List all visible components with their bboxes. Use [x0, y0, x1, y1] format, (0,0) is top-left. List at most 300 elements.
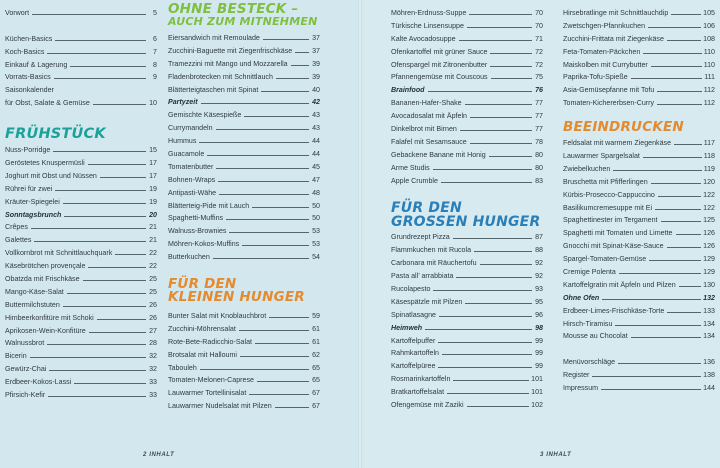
toc-entry-title: Ofenspargel mit Zitronenbutter [391, 60, 488, 69]
toc-list [5, 144, 157, 402]
toc-leader [269, 317, 309, 318]
toc-entry-page: 133 [703, 306, 715, 315]
toc-leader [428, 91, 533, 92]
toc-entry-title: Cremige Polenta [563, 268, 616, 277]
heading-text-line2: AUCH ZUM MITNEHMEN [168, 15, 318, 28]
toc-entry-page: 105 [703, 9, 715, 17]
toc-leader [643, 53, 701, 54]
toc-entry-title: Currymandeln [168, 124, 213, 133]
toc-entry [168, 212, 320, 225]
toc-entry-title: Gebackene Banane mit Honig [391, 150, 486, 159]
toc-leader [490, 66, 532, 67]
toc-entry [168, 148, 320, 161]
toc-entry-page: 110 [703, 60, 715, 69]
toc-entry-title: Rucolapesto [391, 285, 431, 294]
toc-entry [168, 400, 320, 413]
toc-entry [5, 260, 157, 273]
toc-entry-title: Flammkuchen mit Rucola [391, 246, 472, 255]
toc-leader [676, 234, 702, 235]
toc-entry-page: 26 [149, 300, 157, 309]
toc-leader [470, 143, 532, 144]
toc-entry-page: 53 [312, 227, 320, 236]
toc-entry-page: 42 [312, 98, 320, 107]
toc-entry-title: Rote-Bete-Radicchio-Salat [168, 337, 252, 346]
toc-leader [489, 156, 532, 157]
toc-leader [658, 196, 701, 197]
toc-entry [563, 7, 715, 20]
toc-entry-title: Brotsalat mit Halloumi [168, 350, 237, 359]
toc-entry-page: 28 [149, 339, 157, 348]
toc-entry-page: 27 [149, 326, 157, 335]
toc-entry [168, 387, 320, 400]
toc-entry-title: Möhren-Kokos-Muffins [168, 240, 240, 249]
toc-leader [651, 66, 702, 67]
toc-leader [291, 65, 309, 66]
toc-entry-page: 126 [703, 242, 715, 251]
toc-entry-title: Himbeerkonfitüre mit Schoki [5, 313, 94, 322]
toc-entry [391, 97, 543, 110]
toc-entry [168, 323, 320, 336]
toc-entry-page: 20 [149, 210, 157, 219]
toc-entry [168, 225, 320, 238]
toc-entry-title: Einkauf & Lagerung [5, 60, 68, 69]
toc-entry-title: Kürbis-Prosecco-Cappuccino [563, 190, 655, 199]
toc-leader [491, 78, 532, 79]
toc-list [391, 231, 543, 411]
toc-leader [618, 363, 701, 364]
heading-text: BEEINDRUCKEN [563, 119, 684, 136]
toc-leader [55, 40, 146, 41]
toc-entry-page: 26 [149, 313, 157, 322]
toc-entry-page: 32 [149, 352, 157, 361]
toc-leader [249, 394, 309, 395]
toc-entry-title: Kalte Avocadosuppe [391, 34, 456, 43]
toc-entry-page: 111 [704, 73, 715, 82]
toc-entry-page: 99 [535, 349, 543, 358]
toc-entry [168, 336, 320, 349]
toc-leader [602, 299, 701, 300]
toc-entry-title: Vollkornbrot mit Schnittlauchquark [5, 249, 113, 258]
toc-entry-title: Maiskolben mit Currybutter [563, 60, 648, 69]
toc-leader [467, 406, 530, 407]
toc-leader [447, 393, 529, 394]
toc-leader [465, 104, 532, 105]
toc-entry [391, 46, 543, 59]
toc-entry-title: Lauwarmer Nudelsalat mit Pilzen [168, 402, 272, 411]
toc-leader [480, 264, 532, 265]
toc-entry-title: Zucchini-Frittata mit Ziegenkäse [563, 34, 664, 43]
toc-entry [391, 309, 543, 322]
toc-entry-page: 50 [312, 214, 320, 223]
toc-entry-page: 21 [149, 236, 157, 245]
toc-entry [168, 58, 320, 71]
toc-entry-title: Bananen-Hafer-Shake [391, 99, 462, 108]
toc-entry-page: 5 [153, 9, 157, 17]
toc-entry-page: 44 [312, 137, 320, 146]
book-gutter [358, 0, 362, 468]
toc-entry [563, 97, 715, 110]
toc-leader [83, 280, 146, 281]
toc-entry [168, 251, 320, 264]
toc-leader [275, 407, 309, 408]
toc-entry-title: Guacamole [168, 150, 205, 159]
toc-entry [168, 122, 320, 135]
toc-entry [391, 123, 543, 136]
toc-entry-title: Register [563, 371, 590, 380]
toc-leader [74, 383, 146, 384]
toc-entry-page: 80 [535, 163, 543, 172]
toc-entry-title: Partyzeit [168, 98, 198, 107]
toc-entry-title: Lauwarmer Spargelsalat [563, 152, 640, 161]
section-heading-beeindrucken [563, 119, 715, 136]
toc-entry [168, 71, 320, 84]
toc-entry [391, 347, 543, 360]
toc-entry-page: 70 [535, 21, 543, 30]
section-heading-kleinen-hunger [168, 278, 320, 304]
heading-text-line1: OHNE BESTECK – [168, 1, 299, 17]
toc-entry-page: 10 [149, 99, 157, 108]
toc-entry-page: 144 [703, 384, 715, 393]
toc-leader [263, 39, 309, 40]
toc-entry-title: Käsebrötchen provençale [5, 262, 86, 271]
toc-entry [5, 209, 157, 222]
toc-entry-title: Tomatenbutter [168, 162, 214, 171]
toc-leader [200, 369, 309, 370]
toc-entry-page: 117 [703, 139, 715, 148]
toc-entry-page: 134 [703, 332, 715, 341]
toc-entry-page: 45 [312, 162, 320, 171]
toc-leader [657, 104, 702, 105]
toc-entry [563, 227, 715, 240]
toc-leader [674, 144, 702, 145]
toc-entry-page: 132 [703, 293, 715, 302]
toc-entry [391, 360, 543, 373]
toc-leader [631, 337, 701, 338]
toc-list [563, 137, 715, 395]
toc-entry [168, 200, 320, 213]
toc-entry [5, 247, 157, 260]
toc-entry-page: 9 [153, 73, 157, 82]
toc-entry-page: 71 [535, 34, 543, 43]
toc-entry-title: Feldsalat mit warmem Ziegenkäse [563, 139, 672, 148]
toc-entry-page: 22 [149, 249, 157, 258]
toc-entry-page: 112 [703, 86, 715, 95]
toc-entry [563, 59, 715, 72]
toc-entry-page: 70 [535, 9, 543, 17]
toc-entry-title: Eiersandwich mit Remoulade [168, 34, 260, 42]
toc-entry-page: 118 [703, 152, 715, 161]
toc-entry-page: 101 [531, 388, 543, 397]
heading-text-line2: KLEINEN HUNGER [168, 289, 305, 306]
toc-entry-title: Bicerin [5, 352, 27, 361]
toc-leader [276, 78, 309, 79]
toc-entry-page: 54 [312, 253, 320, 262]
toc-leader [671, 14, 701, 15]
toc-entry-title: Tomaten-Melonen-Caprese [168, 376, 254, 385]
toc-entry-page: 48 [312, 188, 320, 197]
toc-entry-title: Vorwort [5, 9, 30, 17]
toc-leader [295, 52, 309, 53]
toc-entry-page: 65 [312, 363, 320, 372]
toc-entry [563, 189, 715, 202]
toc-leader [63, 203, 146, 204]
toc-entry-page: 83 [535, 176, 543, 185]
toc-entry [563, 369, 715, 382]
toc-entry-title: Hummus [168, 137, 197, 146]
toc-leader [93, 104, 146, 105]
toc-leader [255, 343, 309, 344]
toc-entry-page: 33 [149, 378, 157, 387]
toc-entry-page: 77 [535, 99, 543, 108]
toc-leader [63, 306, 146, 307]
toc-leader [465, 303, 532, 304]
toc-entry [5, 286, 157, 299]
heading-text-line1: FÜR DEN [168, 276, 237, 293]
toc-entry [563, 305, 715, 318]
toc-entry-title: Antipasti-Wähe [168, 188, 217, 197]
toc-leader [239, 330, 309, 331]
toc-entry-title: Heimweh [391, 323, 423, 332]
toc-entry [168, 161, 320, 174]
toc-entry-page: 22 [149, 262, 157, 271]
toc-entry [168, 374, 320, 387]
toc-entry [168, 310, 320, 323]
toc-leader [100, 177, 146, 178]
page-footer-left: 2 INHALT [143, 452, 175, 458]
toc-entry-page: 119 [703, 164, 715, 173]
toc-leader [67, 293, 146, 294]
toc-leader [49, 370, 146, 371]
toc-entry-title: Blätterteigtaschen mit Spinat [168, 85, 259, 94]
toc-column-1 [5, 7, 157, 402]
toc-entry-page: 39 [312, 72, 320, 81]
toc-leader [88, 267, 146, 268]
toc-entry-title: Spaghetti mit Tomaten und Limette [563, 229, 673, 238]
toc-entry [391, 162, 543, 175]
toc-entry-page: 17 [149, 171, 157, 180]
toc-entry [563, 176, 715, 189]
toc-leader [592, 376, 701, 377]
toc-entry [391, 386, 543, 399]
toc-entry-page: 19 [149, 197, 157, 206]
toc-entry [563, 318, 715, 331]
toc-list [391, 7, 543, 187]
toc-entry-page: 138 [703, 371, 715, 380]
toc-entry [168, 174, 320, 187]
toc-entry-title: Hirsch-Tiramisu [563, 319, 613, 328]
toc-leader [47, 344, 146, 345]
toc-leader [459, 40, 532, 41]
toc-column-3 [391, 7, 543, 412]
toc-entry-page: 53 [312, 240, 320, 249]
toc-entry-page: 136 [703, 358, 715, 367]
toc-entry-page: 110 [703, 47, 715, 56]
toc-entry-page: 80 [535, 150, 543, 159]
toc-leader [34, 241, 146, 242]
heading-text: FRÜHSTÜCK [5, 126, 106, 143]
toc-leader [199, 142, 309, 143]
toc-entry-page: 98 [535, 323, 543, 332]
toc-leader [456, 277, 532, 278]
toc-entry-title: Spargel-Tomaten-Gemüse [563, 255, 647, 264]
toc-entry-title: Zwiebelkuchen [563, 164, 611, 173]
toc-entry-title: Bunter Salat mit Knoblauchbrot [168, 312, 267, 321]
toc-entry-title: Walnuss-Brownies [168, 227, 227, 236]
toc-leader [651, 183, 702, 184]
toc-entry [391, 373, 543, 386]
toc-leader [216, 168, 309, 169]
toc-entry [5, 273, 157, 286]
toc-entry [391, 175, 543, 188]
toc-leader [213, 258, 309, 259]
toc-entry-page: 62 [312, 350, 320, 359]
toc-entry-title: Bruschetta mit Pfifferlingen [563, 177, 648, 186]
toc-leader [441, 182, 532, 183]
toc-leader [655, 209, 701, 210]
toc-entry-title: Geröstetes Knuspermüsli [5, 159, 85, 168]
toc-entry [5, 325, 157, 338]
toc-entry-page: 37 [312, 46, 320, 55]
toc-entry-title: Gewürz-Chai [5, 365, 47, 374]
toc-entry-page: 129 [703, 268, 715, 277]
toc-entry [5, 144, 157, 157]
toc-leader [53, 151, 146, 152]
toc-leader [442, 354, 532, 355]
toc-entry-title: Koch-Basics [5, 47, 45, 56]
toc-entry-page: 120 [703, 177, 715, 186]
toc-leader [619, 273, 701, 274]
toc-entry-title: Spinatlasagne [391, 310, 436, 319]
toc-leader [433, 290, 532, 291]
toc-entry-page: 33 [149, 391, 157, 400]
toc-entry [391, 283, 543, 296]
toc-leader [252, 207, 309, 208]
toc-entry [563, 46, 715, 59]
toc-entry [5, 234, 157, 247]
toc-entry-title: Impressum [563, 384, 599, 393]
toc-entry-title: Apple Crumble [391, 176, 438, 185]
toc-entry-page: 19 [149, 184, 157, 193]
toc-entry-page: 75 [535, 73, 543, 82]
toc-entry-page: 25 [149, 287, 157, 296]
toc-entry [5, 20, 157, 33]
toc-entry [5, 59, 157, 72]
toc-leader [474, 251, 532, 252]
toc-entry-title: Hirsebratlinge mit Schnittlauchdip [563, 9, 669, 17]
toc-column-4 [563, 7, 715, 395]
toc-entry-title: Fladenbrotecken mit Schnittlauch [168, 72, 273, 81]
toc-leader [89, 332, 146, 333]
toc-entry-page: 25 [149, 275, 157, 284]
toc-entry-page: 92 [535, 272, 543, 281]
toc-entry-title: Spaghetti-Muffins [168, 214, 224, 223]
toc-entry-title: Tabouleh [168, 363, 197, 372]
toc-entry-page: 67 [312, 389, 320, 398]
toc-entry [391, 71, 543, 84]
toc-entry-title: Aprikosen-Wein-Konfitüre [5, 326, 86, 335]
toc-entry [168, 84, 320, 97]
toc-entry-title: Ofenkartoffel mit grüner Sauce [391, 47, 488, 56]
toc-entry-title: Avocadosalat mit Äpfeln [391, 112, 467, 121]
toc-entry-title: Falafel mit Sesamsauce [391, 137, 467, 146]
toc-entry [5, 312, 157, 325]
toc-entry-title: Sonntagsbrunch [5, 210, 62, 219]
toc-entry-page: 95 [535, 297, 543, 306]
toc-leader [88, 164, 146, 165]
toc-leader [240, 356, 309, 357]
toc-leader [648, 27, 701, 28]
toc-entry-title: Erdbeer-Limes-Frischkäse-Torte [563, 306, 665, 315]
toc-entry-page: 72 [535, 47, 543, 56]
toc-entry-page: 101 [531, 375, 543, 384]
toc-column-2 [168, 3, 320, 413]
toc-leader [31, 228, 146, 229]
toc-entry-page: 43 [312, 111, 320, 120]
toc-leader [97, 319, 146, 320]
toc-entry-page: 43 [312, 124, 320, 133]
toc-entry-title: Brainfood [391, 86, 425, 95]
toc-entry [563, 214, 715, 227]
toc-entry-page: 93 [535, 285, 543, 294]
toc-entry [563, 279, 715, 292]
toc-leader [679, 286, 702, 287]
toc-entry-title: Vorrats-Basics [5, 73, 51, 82]
toc-entry-page: 76 [535, 86, 543, 95]
toc-leader [453, 380, 529, 381]
toc-entry-title: Ofengemüse mit Zaziki [391, 401, 464, 410]
toc-entry-title: Paprika-Tofu-Spieße [563, 73, 628, 82]
toc-entry-title: Mango-Käse-Salat [5, 287, 64, 296]
toc-entry [563, 71, 715, 84]
toc-entry-page: 67 [312, 402, 320, 411]
toc-entry-title: Asia-Gemüsepfanne mit Tofu [563, 86, 655, 95]
toc-entry [5, 84, 157, 97]
toc-entry [563, 163, 715, 176]
toc-entry [5, 299, 157, 312]
toc-entry-title: Küchen-Basics [5, 34, 53, 43]
toc-leader [438, 367, 532, 368]
toc-entry [5, 71, 157, 84]
toc-entry [168, 187, 320, 200]
toc-entry-title: Arme Studis [391, 163, 430, 172]
toc-entry-page: 65 [312, 376, 320, 385]
toc-entry [391, 84, 543, 97]
toc-entry-page: 106 [703, 21, 715, 30]
toc-entry-title: Mousse au Chocolat [563, 332, 628, 341]
toc-entry-title: Rahmkartoffeln [391, 349, 439, 358]
toc-leader [70, 66, 146, 67]
toc-entry [563, 33, 715, 46]
toc-entry [563, 240, 715, 253]
toc-entry [563, 137, 715, 150]
toc-entry [391, 110, 543, 123]
toc-entry-page: 50 [312, 201, 320, 210]
toc-entry [563, 150, 715, 163]
toc-entry-title: Butterkuchen [168, 253, 210, 262]
toc-entry [563, 343, 715, 356]
toc-entry [5, 97, 157, 110]
toc-entry-title: Crêpes [5, 223, 28, 232]
toc-leader [32, 14, 146, 15]
toc-entry-page: 102 [531, 401, 543, 410]
toc-leader [469, 14, 532, 15]
toc-entry-title: Feta-Tomaten-Päckchen [563, 47, 641, 56]
toc-entry [168, 362, 320, 375]
toc-entry-page: 108 [703, 34, 715, 43]
toc-entry [5, 33, 157, 46]
toc-entry [391, 33, 543, 46]
toc-entry-title: Zwetschgen-Pfannkuchen [563, 21, 646, 30]
